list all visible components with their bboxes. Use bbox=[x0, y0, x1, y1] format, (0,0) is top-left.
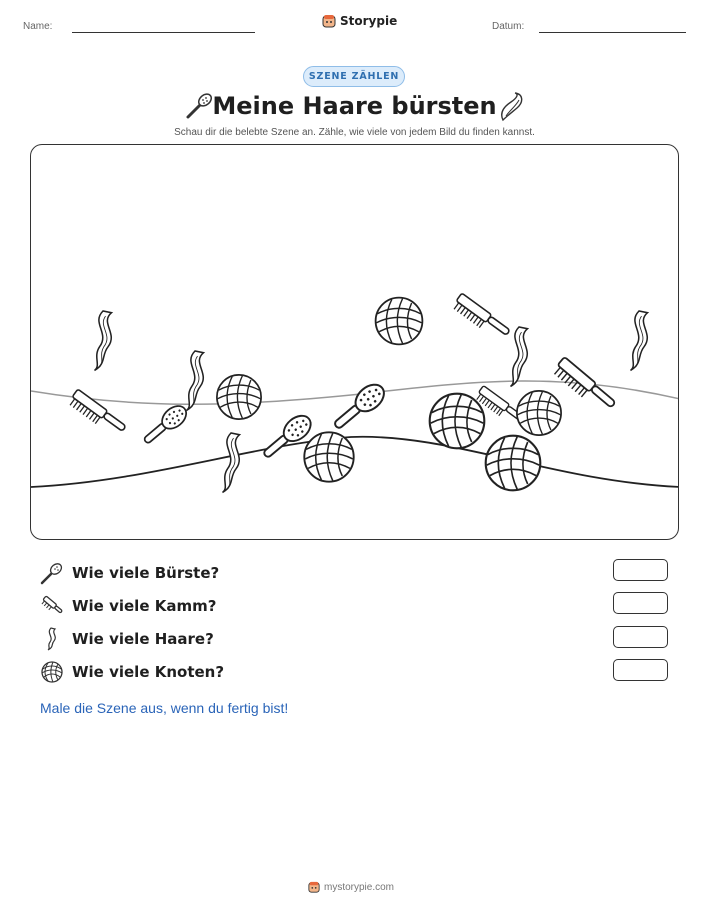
hair-icon bbox=[497, 92, 525, 122]
date-line[interactable] bbox=[539, 32, 686, 33]
hair-knot bbox=[486, 436, 541, 491]
brand-name: Storypie bbox=[340, 14, 398, 28]
storypie-mascot-icon bbox=[308, 881, 320, 893]
knot-icon bbox=[40, 660, 64, 684]
hair-knot bbox=[517, 391, 561, 435]
scene-illustration bbox=[31, 145, 679, 540]
hair-strand bbox=[631, 311, 648, 371]
name-line[interactable] bbox=[72, 32, 255, 33]
ground-line-dark bbox=[31, 437, 679, 487]
hair-knot bbox=[430, 394, 485, 449]
footer bbox=[308, 881, 394, 893]
search-scene bbox=[30, 144, 679, 540]
category-badge: SZENE ZÄHLEN bbox=[303, 66, 405, 87]
footer-url[interactable]: mystorypie.com bbox=[324, 881, 395, 893]
question-label: Wie viele Kamm? bbox=[72, 597, 217, 615]
answer-box-knot[interactable] bbox=[613, 659, 668, 681]
question-knot bbox=[40, 660, 224, 684]
comb-icon bbox=[40, 594, 64, 618]
hairbrush bbox=[139, 401, 190, 448]
hair-strand bbox=[223, 433, 240, 493]
instructions: Schau dir die belebte Szene an. Zähle, wie viele von jedem Bild du finden kannst. bbox=[174, 127, 535, 138]
answer-box-hair[interactable] bbox=[613, 626, 668, 648]
hair-knot bbox=[376, 298, 423, 345]
brush-icon bbox=[40, 561, 64, 585]
hair-strand bbox=[95, 311, 112, 371]
hair-knot bbox=[304, 432, 353, 481]
question-label: Wie viele Knoten? bbox=[72, 663, 225, 681]
storypie-mascot-icon bbox=[322, 14, 336, 28]
date-label: Datum: bbox=[492, 21, 525, 32]
answer-box-brush[interactable] bbox=[613, 559, 668, 581]
question-brush bbox=[40, 561, 219, 585]
hair-knot bbox=[217, 375, 261, 419]
hairbrush bbox=[329, 379, 389, 434]
question-label: Wie viele Haare? bbox=[72, 630, 214, 648]
comb bbox=[67, 389, 127, 439]
hair-strand bbox=[511, 327, 528, 387]
answer-box-comb[interactable] bbox=[613, 592, 668, 614]
coloring-note: Male die Szene aus, wenn du fertig bist! bbox=[40, 700, 289, 716]
question-hair bbox=[40, 627, 214, 651]
hair-strand bbox=[187, 351, 204, 411]
question-comb bbox=[40, 594, 216, 618]
brand-logo bbox=[322, 14, 397, 28]
question-label: Wie viele Bürste? bbox=[72, 564, 220, 582]
comb bbox=[451, 293, 511, 343]
hair-icon bbox=[40, 627, 64, 651]
page-title: Meine Haare bürsten bbox=[212, 92, 497, 120]
name-label: Name: bbox=[23, 21, 53, 32]
